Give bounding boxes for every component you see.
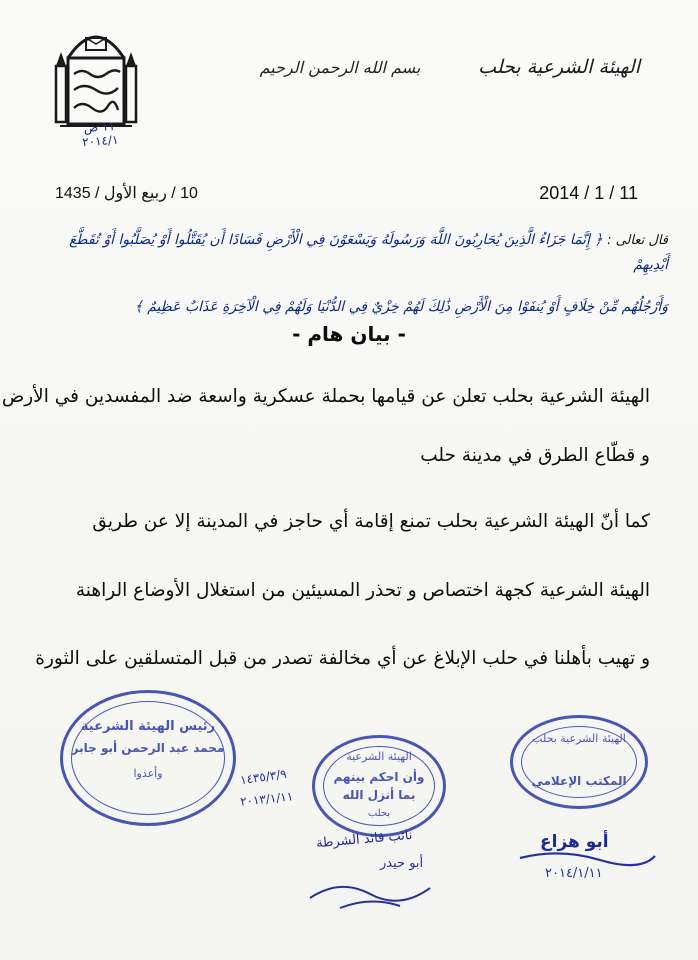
- header-title: الهيئة الشرعية بحلب: [478, 56, 640, 78]
- media-office-stamp: [510, 715, 648, 809]
- verse-line-2: وَأَرْجُلُهُم مِّنْ خِلَافٍ أَوْ يُنفَوْا مِنَ الْأَرْضِ ذَٰلِكَ لَهُمْ خِزْيٌ فِي الدُّنْيَا وَلَهُمْ فِي الْآخِرَةِ عَذَابٌ عَظِيمٌ ﴾: [134, 299, 668, 315]
- quran-verse: [38, 228, 668, 319]
- statement-paragraph: الهيئة الشرعية كجهة اختصاص و تحذر المسيئين من استغلال الأوضاع الراهنة: [75, 580, 650, 601]
- stamp-date-gregorian: ٢٠١٣/١/١١: [239, 789, 294, 809]
- authority-stamp-mid: وأن احكم بينهم: [333, 770, 425, 784]
- chief-stamp-sub: وأعدوا: [133, 767, 163, 780]
- basmala: بسم الله الرحمن الرحيم: [259, 58, 421, 77]
- signature-date: ٢٠١٤/١/١١: [545, 866, 603, 881]
- reference-number: ١١ ص: [83, 118, 116, 136]
- authority-stamp: [312, 735, 446, 837]
- authority-stamp-mid2: بما أنزل الله: [342, 788, 416, 802]
- authority-logo-icon: [52, 22, 140, 130]
- reference-date: ٢٠١٤/١: [81, 132, 119, 150]
- deputy-name: أبو حيدر: [380, 856, 424, 871]
- statement-paragraph: كما أنّ الهيئة الشرعية بحلب تمنع إقامة أي حاجز في المدينة إلا عن طريق: [92, 511, 650, 532]
- signature-name: أبو هزاع: [540, 832, 609, 852]
- verse-line-1: [38, 228, 668, 277]
- statement-paragraph: و تهيب بأهلنا في حلب الإبلاغ عن أي مخالفة تصدر من قبل المتسلقين على الثورة: [35, 648, 650, 669]
- verse-line-1-text: ﴿ إِنَّمَا جَزَاءُ الَّذِينَ يُحَارِبُونَ اللَّهَ وَرَسُولَهُ وَيَسْعَوْنَ فِي الْأَرْضِ فَسَادًا أَن يُقَتَّلُوا أَوْ يُصَلَّبُوا أَوْ تُقَطَّعَ أَيْدِيهِمْ: [68, 232, 668, 273]
- media-stamp-bottom: المكتب الإعلامي: [531, 774, 627, 788]
- statement-paragraph: الهيئة الشرعية بحلب تعلن عن قيامها بحملة عسكرية واسعة ضد المفسدين في الأرض: [1, 386, 650, 407]
- chief-stamp: [60, 690, 236, 826]
- chief-stamp-title: رئيس الهيئة الشرعية: [80, 719, 216, 734]
- authority-stamp-bottom: بحلب: [367, 808, 391, 819]
- verse-intro: قال تعالى :: [607, 233, 668, 248]
- stamp-date-hijri: ١٤٣٥/٣/٩: [239, 766, 288, 788]
- authority-stamp-top: الهيئة الشرعية: [346, 750, 412, 763]
- chief-stamp-name: محمد عبد الرحمن أبو جابر: [71, 741, 225, 755]
- deputy-label: نائب قائد الشرطة: [315, 827, 413, 852]
- signature-underline-icon: [510, 818, 660, 878]
- statement-paragraph: و قطّاع الطرق في مدينة حلب: [420, 445, 650, 466]
- statement-title: - بيان هام -: [292, 322, 406, 346]
- handwritten-reference: [59, 117, 141, 156]
- hijri-date: 10 / ربيع الأول / 1435: [55, 185, 198, 202]
- media-stamp-top: الهيئة الشرعية بحلب: [532, 732, 626, 745]
- gregorian-date: 2014 / 1 / 11: [539, 183, 638, 203]
- signature-scribble-icon: [300, 868, 440, 918]
